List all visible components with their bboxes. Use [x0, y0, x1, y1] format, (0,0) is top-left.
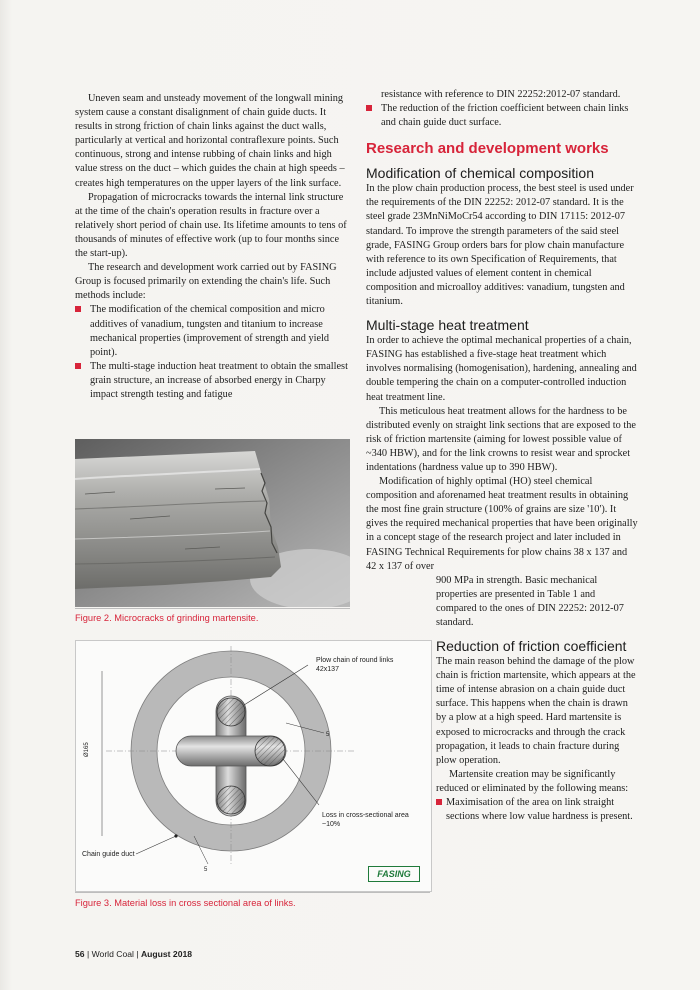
- footer-separator: |: [86, 949, 90, 959]
- section-title: Research and development works: [366, 140, 609, 158]
- label-plow-chain: Plow chain of round links 42x137: [316, 657, 394, 673]
- label-loss: Loss in cross-sectional area ~10%: [322, 812, 409, 828]
- paragraph: Uneven seam and unsteady movement of the longwall mining system cause a constant disalignment of chain guide ducts. It results in strong friction of chain links against the duct walls, particularly at vertical and horizontal contraflexure points. Such continuous, strong and intense rubbing of chain links and high value stress on the duct – which guides the chain at high speeds – creates high temperatures on the upper layers of the link surface.: [75, 93, 345, 189]
- figure-2-caption: Figure 2. Microcracks of grinding martensite.: [75, 613, 259, 623]
- paragraph: Propagation of microcracks towards the internal link structure at the time of the chain's operation results in fracture over a relatively short period of chain use. Its lifetime amounts to tens of thousands of minutes of effective work (up to four months since the start-up).: [75, 191, 347, 260]
- magazine-name: World Coal: [91, 949, 134, 959]
- paragraph-continuation: resistance with reference to DIN 22252:2012-07 standard.: [381, 89, 621, 100]
- page-footer: [75, 949, 192, 959]
- dimension-label: 5: [204, 867, 208, 873]
- right-column: [366, 88, 638, 824]
- paragraph: In order to achieve the optimal mechanical properties of a chain, FASING has established a five-stage heat treatment which involves normalising (homogenisation), hardening, annealing and double tempering the chain on a computer-controlled induction heat treatment line.: [366, 335, 637, 403]
- bullet-list: [436, 796, 638, 824]
- figure-divider: [75, 892, 430, 893]
- page-number: 56: [75, 949, 85, 959]
- bullet-square-icon: [436, 799, 442, 805]
- dimension-label: 5: [326, 732, 330, 738]
- footer-separator: |: [136, 949, 139, 959]
- subheading: Multi-stage heat treatment: [366, 317, 529, 334]
- fasing-logo: FASING: [368, 866, 420, 882]
- label-chain-guide-duct: Chain guide duct: [82, 851, 135, 858]
- list-item: Maximisation of the area on link straight sections where low value hardness is present.: [436, 796, 638, 824]
- paragraph: The main reason behind the damage of the plow chain is friction martensite, which appears at the time of intense abrasion on a chain guide duct surface. This happens when the chain is drawn by a plow at a high speed. Hard martensite is exposed to microcracks and through the crack propagation, it leads to chain fracture during plow operation.: [436, 656, 636, 766]
- paragraph: The research and development work carried out by FASING Group is focused primarily on extending the chain's life. Such methods include:: [75, 262, 337, 302]
- paragraph: Modification of highly optimal (HO) steel chemical composition and aforenamed heat treatment results in obtaining the most fine grain structure (100% of grains are size '10'). It gives the required mechanical properties that have been originally in a concept stage of the research project and later included in FASING Technical Requirements for plow chains 38 x 137 and 42 x 137 of over: [366, 476, 638, 572]
- bullet-square-icon: [75, 363, 81, 369]
- subheading: Reduction of friction coefficient: [436, 638, 627, 655]
- figure-2-photo: [75, 439, 350, 607]
- bullet-square-icon: [75, 306, 81, 312]
- left-column: [75, 92, 353, 402]
- bullet-list: [75, 303, 353, 402]
- paragraph: This meticulous heat treatment allows for the hardness to be distributed evenly on straight link sections that are exposed to the risk of friction martensite (aiming for lowest possible value of ~340 HBW), and for the link crowns to resist wear and sprocket indentations (hardness value up to 390 HBW).: [366, 405, 636, 473]
- list-item: The reduction of the friction coefficient between chain links and chain guide duct surface.: [366, 102, 638, 130]
- figure-divider: [75, 608, 350, 609]
- list-item: The multi-stage induction heat treatment to obtain the smallest grain structure, an increase of absorbed energy in Charpy impact strength testing and fatigue: [75, 360, 353, 402]
- paragraph: Martensite creation may be significantly reduced or eliminated by the following means:: [436, 768, 629, 794]
- figure-3-caption: Figure 3. Material loss in cross sectional area of links.: [75, 898, 296, 908]
- bullet-list: [366, 102, 638, 130]
- subheading: Modification of chemical composition: [366, 165, 594, 182]
- diameter-label: Ø165: [84, 742, 90, 757]
- narrow-subcolumn: [436, 638, 638, 824]
- paragraph: 900 MPa in strength. Basic mechanical properties are presented in Table 1 and compared to the ones of DIN 22252: 2012-07 standard.: [436, 574, 624, 628]
- paragraph: In the plow chain production process, the best steel is used under the requirements of the DIN 22252: 2012-07 standard. It is the steel grade 23MnNiMoCr54 according to DIN 17115: 2012-07 standard. To improve the strength parameters of the said steel grade, FASING Group orders bars for plow chain manufacture with reference to its own Specification of Requirements, that include adjusted values of element content in chemical composition and microalloy additives: vanadium, tungsten and titanium.: [366, 183, 634, 308]
- list-item: The modification of the chemical composition and micro additives of vanadium, tungsten and titanium to increase mechanical properties (improvement of strength and yield point).: [75, 303, 353, 359]
- issue-date: August 2018: [140, 949, 193, 959]
- bullet-square-icon: [366, 105, 372, 111]
